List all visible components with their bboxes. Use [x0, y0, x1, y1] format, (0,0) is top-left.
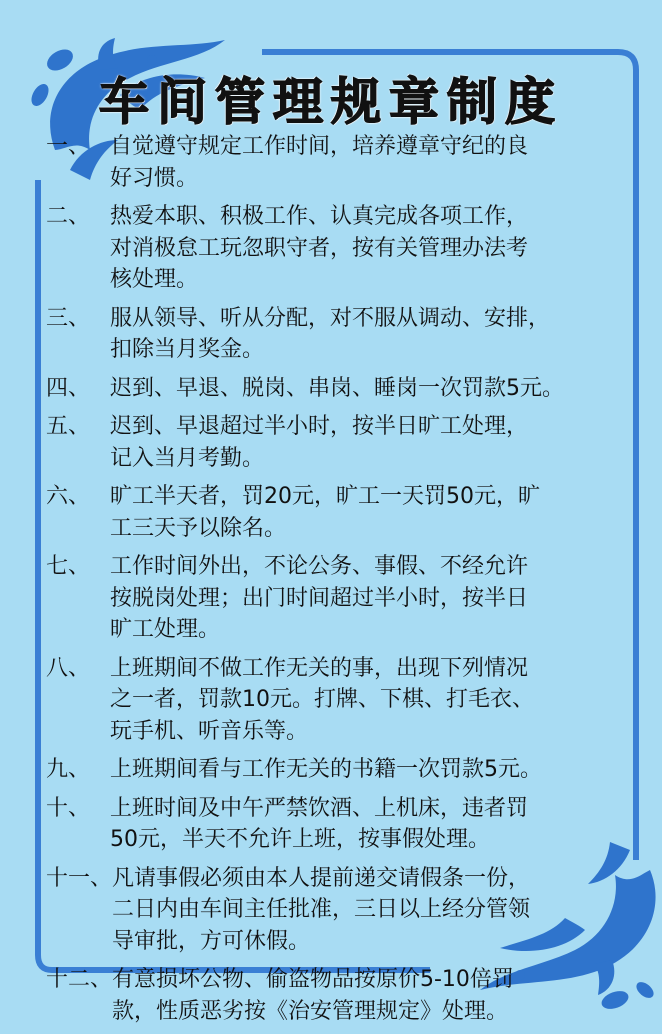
rule-text-line: 记入当月考勤。 [110, 445, 265, 471]
rule-text-line: 迟到、早退、脱岗、串岗、睡岗一次罚款5元。 [110, 375, 564, 401]
rule-item [46, 863, 646, 958]
rule-text-line: 迟到、早退超过半小时，按半日旷工处理， [110, 414, 529, 439]
rule-number: 六、 [46, 484, 91, 509]
rule-text-line: 好习惯。 [110, 165, 199, 191]
rule-text [110, 551, 646, 646]
rule-text-line: 之一者，罚款10元。打牌、下棋、打毛衣、 [110, 687, 534, 712]
rule-text-line: 上班期间看与工作无关的书籍一次罚款5元。 [110, 757, 542, 782]
rule-text-line: 对消极怠工玩忽职守者，按有关管理办法考 [110, 235, 529, 261]
rule-text-line: 款，性质恶劣按《治安管理规定》处理。 [112, 998, 509, 1024]
rule-text-line: 上班时间及中午严禁饮酒、上机床，违者罚 [110, 795, 529, 821]
rule-text-line: 按脱岗处理；出门时间超过半小时，按半日 [110, 585, 529, 611]
rule-number: 十二、 [46, 967, 113, 992]
rule-text [110, 481, 646, 544]
rule-item [46, 653, 646, 748]
rule-item [46, 373, 646, 405]
rule-number: 十、 [46, 795, 91, 821]
rule-text-line: 服从领导、听从分配，对不服从调动、安排， [110, 305, 551, 331]
rule-number: 一、 [46, 134, 91, 159]
rule-text-line: 有意损坏公物、偷盗物品按原价5-10倍罚 [112, 967, 514, 992]
rule-item [46, 754, 646, 786]
rule-number: 八、 [46, 655, 91, 681]
rule-text-line: 扣除当月奖金。 [110, 337, 265, 362]
rule-text-line: 玩手机、听音乐等。 [110, 718, 309, 744]
rule-text [110, 303, 646, 366]
rule-number: 七、 [46, 554, 91, 579]
rule-text-line: 工三天予以除名。 [110, 515, 287, 541]
rule-text [110, 131, 646, 194]
rule-text-line: 工作时间外出，不论公务、事假、不经允许 [110, 554, 529, 579]
rule-text [110, 653, 646, 748]
rule-text-line: 热爱本职、积极工作、认真完成各项工作， [110, 204, 529, 229]
rule-text [112, 863, 646, 958]
rule-number: 三、 [46, 305, 91, 331]
rule-text-line: 二日内由车间主任批准，三日以上经分管领 [112, 897, 531, 922]
rule-item [46, 551, 646, 646]
page-title: 车间管理规章制度 [99, 72, 563, 131]
rule-text-line: 旷工半天者，罚20元，旷工一天罚50元，旷 [110, 484, 540, 509]
rule-number: 二、 [46, 204, 91, 229]
rule-item [46, 481, 646, 544]
rule-text [110, 793, 646, 856]
rule-item [46, 793, 646, 856]
rule-text-line: 50元，半天不允许上班，按事假处理。 [110, 827, 490, 852]
rule-item [46, 964, 646, 1027]
rule-item [46, 131, 646, 194]
rule-text-line: 导审批，方可休假。 [112, 928, 311, 954]
rule-text-line: 自觉遵守规定工作时间，培养遵章守纪的良 [110, 134, 529, 159]
rule-item [46, 201, 646, 296]
rule-item [46, 303, 646, 366]
rule-text [110, 754, 646, 786]
rule-text [110, 373, 646, 405]
rules-list [46, 131, 646, 1034]
rule-text [112, 964, 646, 1027]
rule-text-line: 核处理。 [110, 267, 199, 292]
rule-text [110, 201, 646, 296]
rule-text [110, 411, 646, 474]
rule-text-line: 上班期间不做工作无关的事，出现下列情况 [110, 655, 529, 681]
rule-item [46, 411, 646, 474]
rule-number: 十一、 [46, 865, 113, 891]
rule-text-line: 旷工处理。 [110, 617, 221, 642]
rule-number: 五、 [46, 414, 91, 439]
rule-text-line: 凡请事假必须由本人提前递交请假条一份， [112, 865, 531, 891]
rule-number: 九、 [46, 757, 91, 782]
rule-number: 四、 [46, 375, 91, 401]
